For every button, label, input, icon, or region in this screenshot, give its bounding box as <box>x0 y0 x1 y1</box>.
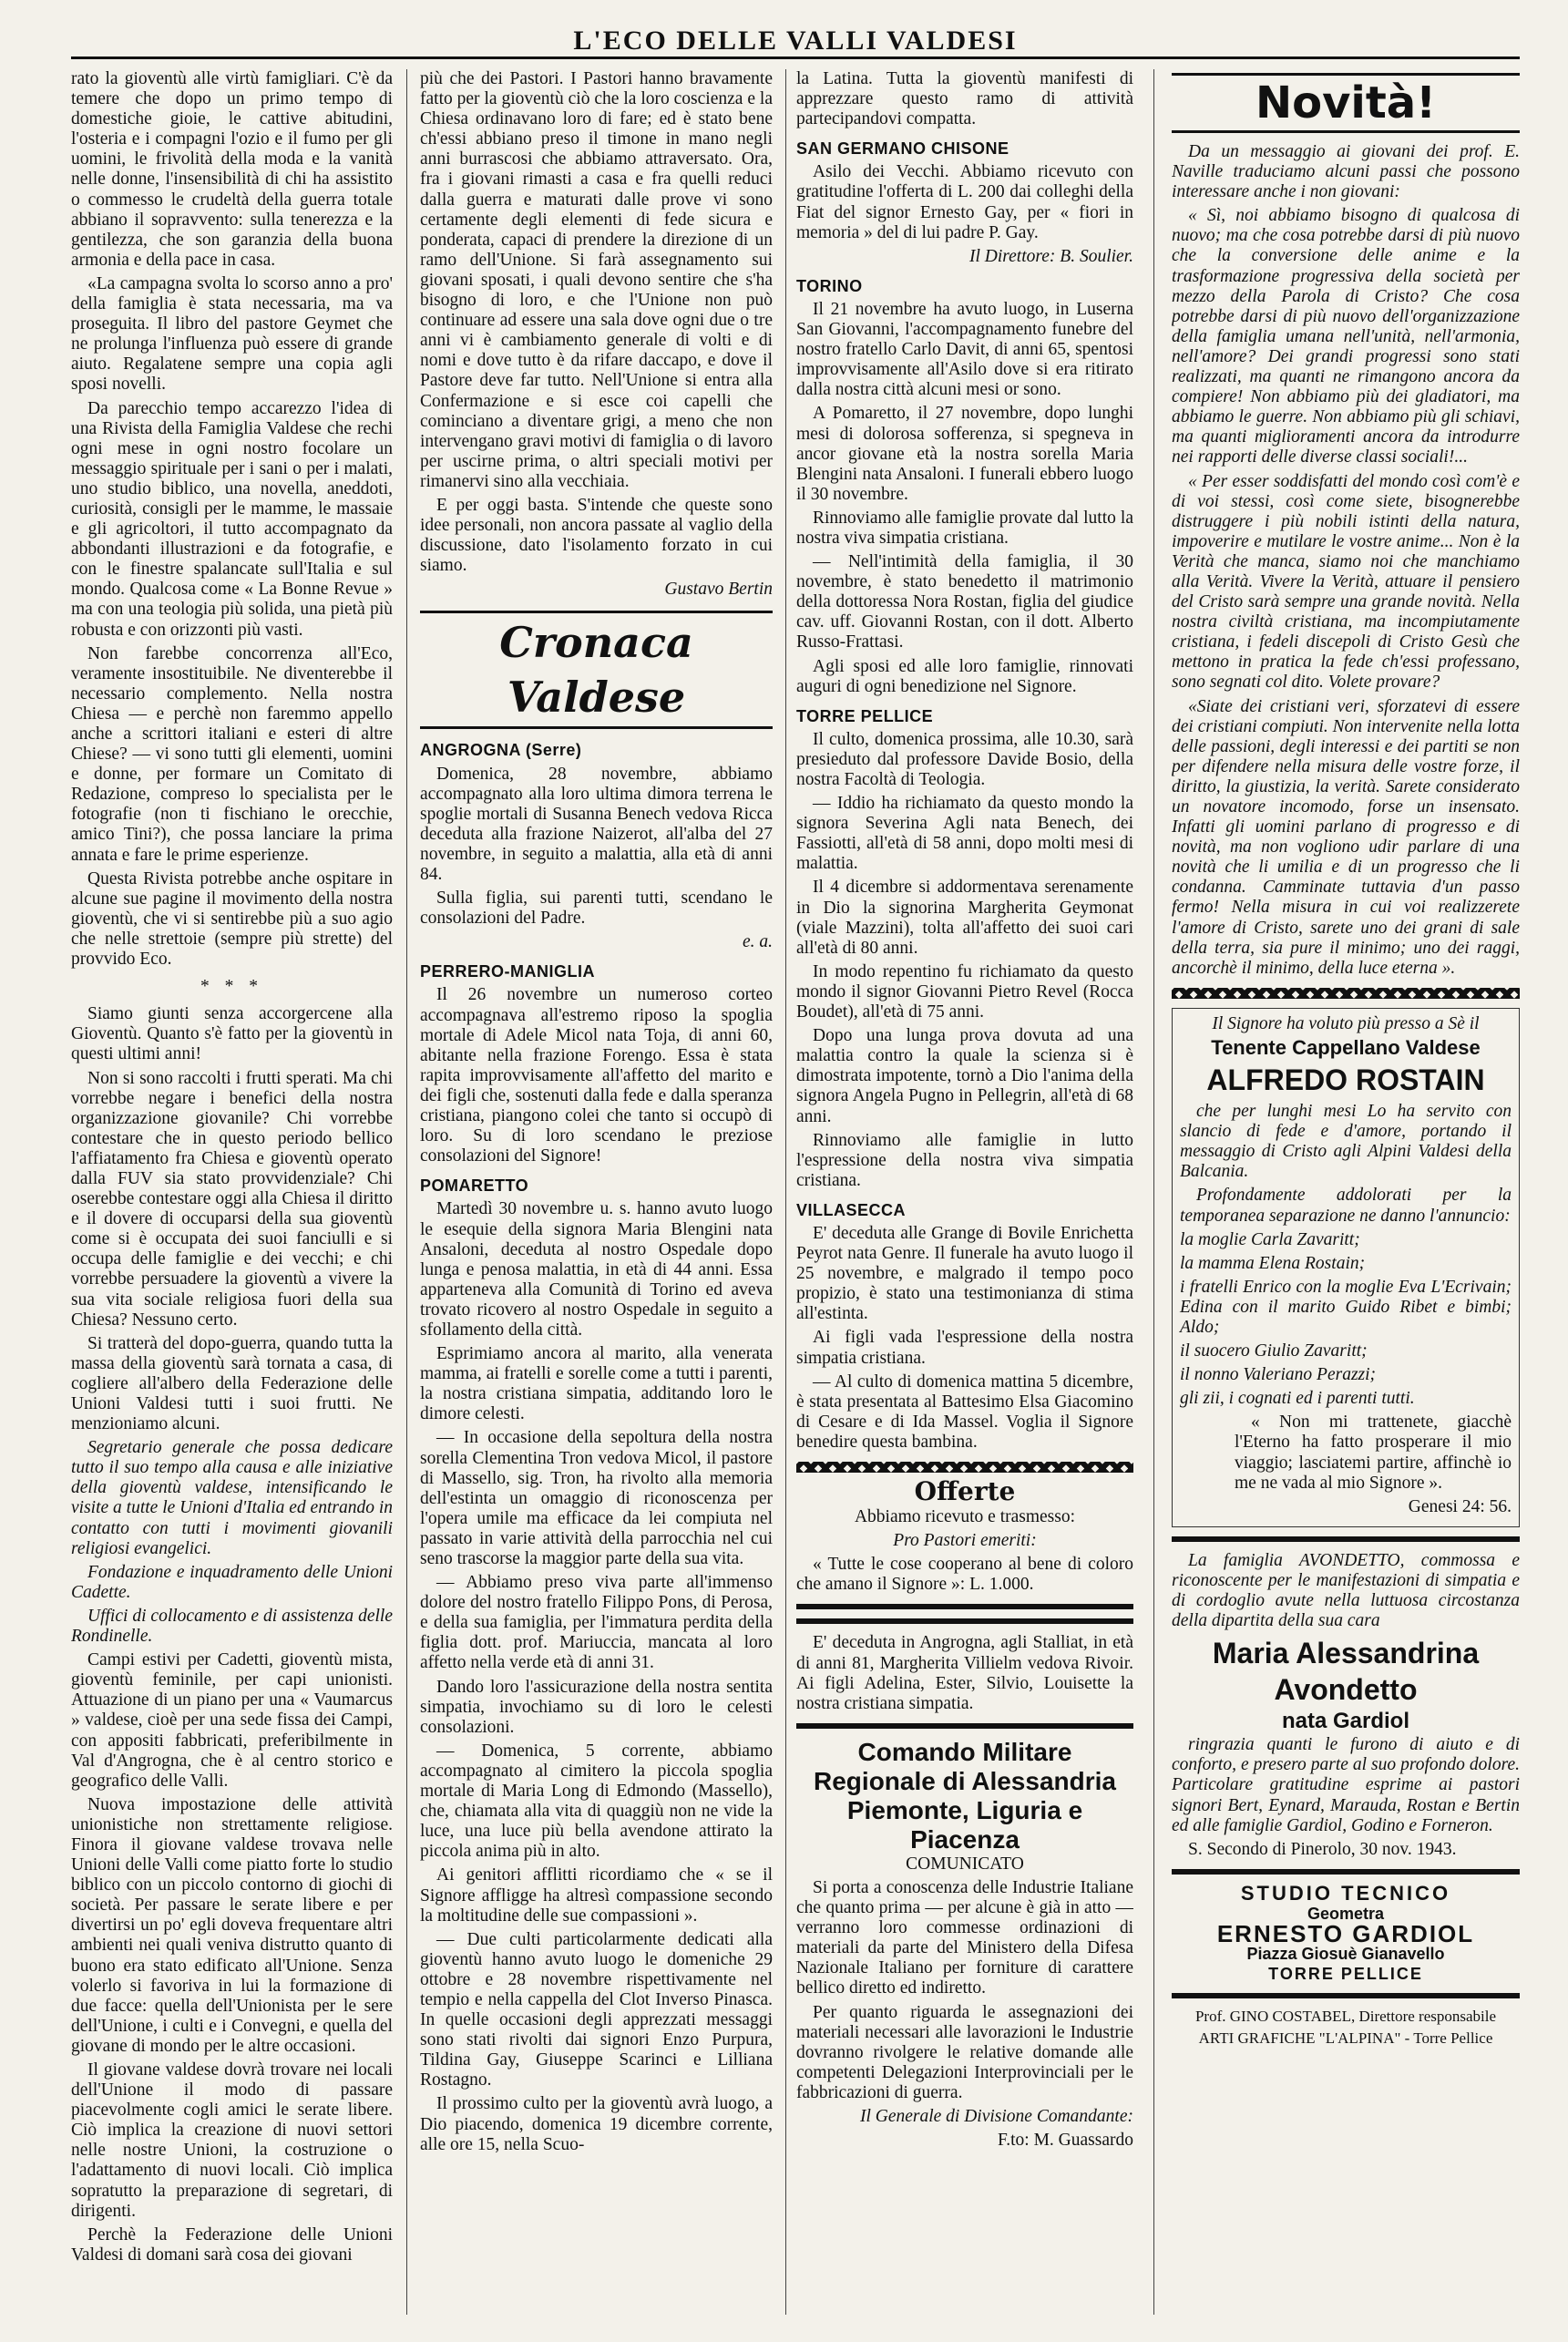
section-heading: VILLASECCA <box>796 1200 907 1219</box>
section-heading: TORRE PELLICE <box>796 706 934 725</box>
paragraph: la mamma Elena Rostain; <box>1180 1253 1366 1273</box>
paragraph: In modo repentino fu richiamato da questo mondo il signor Giovanni Pietro Revel (Rocca Boudet), all'età di 75 anni. <box>796 961 1133 1022</box>
column-2 <box>420 69 773 2313</box>
section-heading: SAN GERMANO CHISONE <box>796 139 1009 159</box>
notice-heading: Comando Militare Regionale di Alessandria Piemonte, Liguria e Piacenza <box>814 1737 1116 1854</box>
column-4 <box>1172 69 1520 2313</box>
paragraph: il nonno Valeriano Perazzi; <box>1180 1365 1377 1385</box>
column-3 <box>796 69 1133 2313</box>
section-banner: Cronaca Valdese <box>420 611 773 729</box>
paragraph: Sulla figlia, sui parenti tutti, scendano le consolazioni del Padre. <box>420 889 773 929</box>
paragraph: Il 26 novembre un numeroso corteo accompagnava all'estremo riposo la spoglia mortale di Adele Micol nata Toja, di anni 60, abitante nella frazione Forengo. Essa è stata rapita improvvisamente all'affetto del marito e dei figli che, sostenuti dalla fede e dalla speranza cristiana, piangono colei che tanto si occupò di loro. Su di loro scendano le preziose consolazioni del Signore! <box>420 985 773 1166</box>
paragraph: — Iddio ha richiamato da questo mondo la signora Severina Agli nata Benech, dei Fassiotti, all'età di 58 anni, dopo molti mesi di malattia. <box>796 794 1133 874</box>
decorative-border <box>796 1462 1133 1473</box>
director-line: Prof. GINO COSTABEL, Direttore responsabile <box>1194 2008 1497 2026</box>
paragraph: « Tutte le cose cooperano al bene di coloro che amano il Signore »: L. 1.000. <box>796 1555 1133 1595</box>
section-heading-offerte: Offerte <box>914 1476 1016 1506</box>
paragraph: Siamo giunti senza accorgercene alla Gioventù. Quanto s'è fatto per la gioventù in questi ultimi anni! <box>71 1004 393 1064</box>
obituary-name: ALFREDO ROSTAIN <box>1206 1063 1485 1097</box>
paragraph: Rinnoviamo alle famiglie provate dal lutto la nostra viva simpatia cristiana. <box>796 508 1133 548</box>
paragraph: Non si sono raccolti i frutti sperati. Ma chi vorrebbe negare i benefici della nostra organizzazione giovanile? Chi vorrebbe contestare che in questo periodo bellico l'affiatamento fra Chiesa e gioventù operato dalla FUV sia stato provvidenziale? Chi oserebbe contestare oggi alla Chiesa il diritto e il dovere di occuparsi della sua gioventù come si è occupata dei suoi fanciulli e si occupa delle famiglie e dei vecchi; e chi vorrebbe persuadere la gioventù a vivere la sua vita sociale religiosa fuori della sua Chiesa? Nessuno certo. <box>71 1068 393 1330</box>
ad-line: Piazza Giosuè Gianavello <box>1246 1945 1445 1964</box>
paragraph: « Per esser soddisfatti del mondo così com'è e di voi stessi, così come siete, bisognerebbe distruggere i più nobili istinti della natura, impoverire e mutilare le vostre anime... Non è la Verità che manca, siamo noi che manchiamo alla Verità. Vivere la Verità, attuare il pensiero del Cristo sarà sempre una grande novità. Nella nostra civiltà cristiana, ma incompiutamente cristiana, i fedeli discepoli di Cristo Gesù che mettono in pratica la fede ch'essi professano, sono segnati col dito. Volete provare? <box>1172 471 1520 693</box>
paragraph: — Nell'intimità della famiglia, il 30 novembre, è stato benedetto il matrimonio della dottoressa Nora Rostan, figlia del giudice cav. uff. Giovanni Rostan, con il dott. Alberto Russo-Frattasi. <box>796 552 1133 652</box>
paragraph: La famiglia AVONDETTO, commossa e riconoscente per le manifestazioni di simpatia e di cordoglio avute nella luttuosa circostanza della dipartita della sua cara <box>1172 1550 1520 1631</box>
paragraph: Pro Pastori emeriti: <box>893 1531 1037 1551</box>
paragraph: Nuova impostazione delle attività unionistiche non strettamente religiose. Finora il giovane valdese trovava nelle Unioni delle Valli come piatto forte lo studio biblico con un piccolo contorno di giochi di società. Per passare le serate libere e per divertirsi un po' egli doveva frequentare altri ambienti nei quali veniva distrutto quanto di buono era stato edificato all'Unione. Senza volerlo si favoriva in lui la formazione di due facce: quella dell'Unionista per le sere dell'Unione, i culti e i Convegni, e quella del giovane di mondo per le altre occasioni. <box>71 1794 393 2056</box>
column-rule <box>406 69 407 2315</box>
signature: Gustavo Bertin <box>664 580 773 600</box>
paragraph: la Latina. Tutta la gioventù manifesti di apprezzare questo ramo di attività partecipandovi compatta. <box>796 69 1133 129</box>
obituary-name: Maria Alessandrina Avondetto <box>1212 1637 1480 1707</box>
signature: F.to: M. Guassardo <box>997 2131 1133 2151</box>
quote-reference: Genesi 24: 56. <box>1408 1496 1512 1516</box>
paragraph: Asilo dei Vecchi. Abbiamo ricevuto con gratitudine l'offerta di L. 200 dai colleghi della Fiat del signor Ernesto Gay, per « fiori in memoria » del di lui padre P. Gay. <box>796 162 1133 242</box>
paragraph: Ai figli vada l'espressione della nostra simpatia cristiana. <box>796 1328 1133 1368</box>
paragraph: — Abbiamo preso viva parte all'immenso dolore del nostro fratello Filippo Pons, di Perosa, e della sua famiglia, per l'immatura perdita della figlia dott. prof. Mariuccia, mancata al loro affetto nella verde età di anni 31. <box>420 1573 773 1673</box>
paragraph: E per oggi basta. S'intende che queste sono idee personali, non ancora passate al vaglio della discussione, dato l'isolamento forzato in cui siamo. <box>420 495 773 576</box>
paragraph: la moglie Carla Zavaritt; <box>1180 1229 1360 1249</box>
signature: Il Direttore: B. Soulier. <box>969 246 1133 266</box>
signature: e. a. <box>742 932 773 952</box>
paragraph: A Pomaretto, il 27 novembre, dopo lunghi mesi di dolorosa sofferenza, si spegneva in ancor giovane età la nostra sorella Maria Blengini nata Ansaloni. I funerali ebbero luogo il 30 novembre. <box>796 404 1133 504</box>
paragraph: Rinnoviamo alle famiglie in lutto l'espressione della nostra viva simpatia cristiana. <box>796 1130 1133 1190</box>
paragraph: — In occasione della sepoltura della nostra sorella Clementina Tron vedova Micol, il pastore di Massello, sig. Tron, ha rivolto alla memoria dell'estinta un omaggio di riconoscenza per l'opera umile ma efficace da lei compiuta nel passato in varie attività della parrocchia nel cui seno trascorse la maggior parte della sua vita. <box>420 1428 773 1568</box>
divider <box>796 1604 1133 1609</box>
paragraph: — Due culti particolarmente dedicati alla gioventù hanno avuto luogo le domeniche 29 ottobre e 28 novembre rispettivamente nel tempio e nella cappella del Clot Inverso Pinasca. In quelle occasioni degli apprezzati messaggi sono stati rivolti dai signori Enzo Purpura, Tildina Gay, Giuseppe Scarinci e Lilliana Rostagno. <box>420 1929 773 2090</box>
paragraph: Il Signore ha voluto più presso a Sè il <box>1212 1013 1480 1033</box>
section-heading: ANGROGNA (Serre) <box>420 741 582 760</box>
divider <box>1172 1536 1520 1542</box>
column-rule <box>785 69 786 2315</box>
paragraph: Campi estivi per Cadetti, gioventù mista, gioventù feminile, per capi unionisti. Attuazione di un piano per una « Vaumarcus » valdese, cioè per una sede fissa dei Campi, con appositi fabbricati, preferibilmente in Val d'Angrogna, che è al centro storico e geografico delle Valli. <box>71 1650 393 1791</box>
paragraph: — Al culto di domenica mattina 5 dicembre, è stata presentata al Battesimo Elsa Giacomino di Cesare e di Ida Massel. Voglia il Signore benedire questa bambina. <box>796 1371 1133 1452</box>
paragraph: Martedì 30 novembre u. s. hanno avuto luogo le esequie della signora Maria Blengini nata Ansaloni, deceduta al nostro Ospedale dopo lunga e penosa malattia, in età di 44 anni. Essa apparteneva alla Comunità di Torino ed aveva trovato ricovero al nostro Ospedale in seguito a sfollamento della città. <box>420 1199 773 1340</box>
divider <box>1172 1869 1520 1875</box>
decorative-border <box>1172 988 1520 999</box>
paragraph: Il 4 dicembre si addormentava serenamente in Dio la signorina Margherita Geymonat (viale Mazzini), tolta all'affetto dei suoi cari all'età di 80 anni. <box>796 878 1133 958</box>
paragraph: «La campagna svolta lo scorso anno a pro' della famiglia è stata necessaria, ma va proseguita. Il libro del pastore Geymet che ne prolunga l'influenza può essere di grande aiuto. Regalatene sempre una copia agli sposi novelli. <box>71 273 393 395</box>
paragraph: — Domenica, 5 corrente, abbiamo accompagnato al cimitero la piccola spoglia mortale di Maria Long di Edmondo (Massello), che, chiamata alla vita di quaggiù non ne vide la luce, una luce più bella avendone attirato la piccola anima più in alto. <box>420 1741 773 1862</box>
paragraph: Si porta a conoscenza delle Industrie Italiane che quanto prima — per alcune è già in atto — verranno loro commesse ordinazioni di materiali da parte del Ministero della Difesa Nazionale Italiano per forniture di carattere bellico diretto ed indiretto. <box>796 1877 1133 1998</box>
paragraph: rato la gioventù alle virtù famigliari. C'è da temere che dopo un primo tempo di domestiche gioie, le cattive abitudini, l'osteria e i compagni l'ozio e il fumo per gli uomini, le frivolità della moda e la vanità nelle donne, l'insensibilità di chi ha assistito o commesso le crudeltà della guerra totale abbiano il sopravvento: sulla tenerezza e la gentilezza, che son garanzia della buona armonia e della pace in casa. <box>71 69 393 270</box>
section-banner-novita: Novità! <box>1172 73 1520 133</box>
paragraph: Perchè la Federazione delle Unioni Valdesi di domani sarà cosa dei giovani <box>71 2224 393 2265</box>
column-rule <box>1153 69 1154 2315</box>
paragraph: Esprimiamo ancora al marito, alla venerata mamma, ai fratelli e sorelle come a tutti i parenti, la nostra cristiana simpatia, additando loro le dimore celesti. <box>420 1344 773 1424</box>
paragraph: E' deceduta in Angrogna, agli Stalliat, in età di anni 81, Margherita Villielm vedova Rivoir. Ai figli Adelina, Ester, Silvio, Louisette la nostra cristiana simpatia. <box>796 1633 1133 1713</box>
paragraph: Abbiamo ricevuto e trasmesso: <box>854 1507 1076 1527</box>
paragraph: « Sì, noi abbiamo bisogno di qualcosa di nuovo; ma che cosa potrebbe darsi di più nuovo che la conversione delle anime e la trasformazione progressiva della società per mezzo della Parola di Cristo? Che cosa potrebbe darsi di più nuovo dell'organizzazione della famiglia umana nell'unità, nell'armonia, nell'amore? Dei grandi progressi sono stati realizzati, ma quanti ne rimangono ancora da compiere! Non abbiamo più dei gladiatori, ma abbiamo le guerre. Non abbiamo più gli schiavi, ma quanti miglioramenti ancora da introdurre nei rapporti delle diverse classi sociali!... <box>1172 206 1520 467</box>
paragraph: Profondamente addolorati per la temporanea separazione ne danno l'annuncio: <box>1180 1186 1512 1226</box>
separator-stars: * * * <box>200 977 263 997</box>
section-heading: TORINO <box>796 276 863 295</box>
ad-line: ERNESTO GARDIOL <box>1216 1920 1475 1948</box>
paragraph: Si tratterà del dopo-guerra, quando tutta la massa della gioventù sarà tornata a casa, di cogliere all'albero della Federazione delle Unioni Valdesi tutti i suoi frutti. Ne menzioniamo alcuni. <box>71 1333 393 1434</box>
paragraph: Domenica, 28 novembre, abbiamo accompagnato alla loro ultima dimora terrena le spoglie mortali di Susanna Benech vedova Ricca deceduta alla frazione Naizerot, all'alba del 27 novembre, in seguito a malattia, alla età di anni 84. <box>420 764 773 884</box>
signature: Il Generale di Divisione Comandante: <box>859 2106 1133 2126</box>
ad-line: STUDIO TECNICO <box>1240 1881 1451 1905</box>
notice-subheading: COMUNICATO <box>906 1854 1024 1874</box>
divider <box>1172 1993 1520 1998</box>
paragraph: Agli sposi ed alle loro famiglie, rinnovati auguri di ogni benedizione nel Signore. <box>796 656 1133 696</box>
masthead <box>71 20 1520 59</box>
obituary-rostain <box>1172 1008 1520 1527</box>
paragraph: che per lunghi mesi Lo ha servito con slancio di fede e d'amore, portando il messaggio di Cristo agli Alpini Valdesi della Balcania. <box>1180 1102 1512 1182</box>
quote: « Non mi trattenete, giacchè l'Eterno ha fatto prosperare il mio viaggio; lasciatemi partire, affinchè io me ne vada al mio Signore ». <box>1235 1412 1512 1493</box>
section-heading: POMARETTO <box>420 1176 529 1196</box>
paragraph: Segretario generale che possa dedicare tutto il suo tempo alla causa e alle iniziative della gioventù valdese, intensificando le visite a tutte le Unioni d'Italia ed entrando in contatto con tutti i movimenti giovanili religiosi evangelici. <box>71 1438 393 1558</box>
section-heading: PERRERO-MANIGLIA <box>420 962 595 981</box>
paragraph: il suocero Giulio Zavaritt; <box>1180 1341 1368 1361</box>
paragraph: Per quanto riguarda le assegnazioni dei materiali necessari alle lavorazioni le Industrie dovranno rivolgere le relative domande alle competenti Delegazioni Interprovinciali per le fabbricazioni di guerra. <box>796 2002 1133 2102</box>
paragraph: Da un messaggio ai giovani dei prof. E. Naville traduciamo alcuni passi che possono interessare anche i non giovani: <box>1172 142 1520 202</box>
paragraph: Il 21 novembre ha avuto luogo, in Luserna San Giovanni, l'accompagnamento funebre del nostro fratello Carlo Davit, di anni 65, spentosi improvvisamente all'Asilo dove si era ritirato dalla nostra città alcuni mesi or sono. <box>796 299 1133 400</box>
obituary-rank: Tenente Cappellano Valdese <box>1211 1035 1481 1059</box>
ad-line: TORRE PELLICE <box>1268 1965 1423 1984</box>
paragraph: Non farebbe concorrenza all'Eco, veramente insostituibile. Ne diventerebbe il necessario complemento. Nella nostra Chiesa — e perchè non faremmo appello anche a scrittori italiani e esteri di altre Chiese? — vi sono tutti gli elementi, uomini e donne, per formare un Comitato di Redazione, compreso lo specialista per le fotografie (non ti fischiano le orecchie, amico Tini?), che possa lanciare la prima annata e fare le prime esperienze. <box>71 643 393 865</box>
paragraph: Uffici di collocamento e di assistenza delle Rondinelle. <box>71 1606 393 1647</box>
ad-line: Geometra <box>1307 1904 1385 1923</box>
paragraph: Il giovane valdese dovrà trovare nei locali dell'Unione il modo di passare piacevolmente cogli amici le serate libere. Ciò implica la creazione di nuovi settori nelle nostre Unioni, la costruzione o l'adattamento di nuovi locali. Ciò implica sopratutto la preparazione di segretari, di dirigenti. <box>71 2060 393 2221</box>
paragraph: S. Secondo di Pinerolo, 30 nov. 1943. <box>1188 1839 1457 1859</box>
paragraph: «Siate dei cristiani veri, sforzatevi di essere dei cristiani compiuti. Non intervenite nella lotta delle passioni, degli interessi e dei partiti se non per difendere nella misura delle vostre forze, il diritto, la giustizia, la verità. Sarete considerato un novatore incomodo, forse un insensato. Infatti gli uomini parlano di progresso e di novità, ma non vogliono udir parlare di una novità che li umilia e di un progresso che li condanna. Camminate tuttavia d'un passo fermo! Nella misura in cui voi realizzerete l'amore di Cristo, sarete uno dei grani di sale della terra, sia pure il minimo; uno dei raggi, ancorchè il minimo, della luce eterna ». <box>1172 696 1520 978</box>
paragraph: Fondazione e inquadramento delle Unioni Cadette. <box>71 1562 393 1602</box>
masthead-title: L'ECO DELLE VALLI VALDESI <box>573 26 1018 56</box>
paragraph: Il culto, domenica prossima, alle 10.30, sarà presieduto dal professore Davide Bosio, della nostra Facoltà di Teologia. <box>796 729 1133 789</box>
divider <box>796 1618 1133 1624</box>
printer-line: ARTI GRAFICHE "L'ALPINA" - Torre Pellice <box>1198 2029 1493 2048</box>
paragraph: Questa Rivista potrebbe anche ospitare in alcune sue pagine il movimento della nostra gioventù, che vi si sentirebbe più a suo agio che nelle strettoie (sempre più strette) del provvido Eco. <box>71 868 393 970</box>
divider <box>796 1723 1133 1729</box>
paragraph: i fratelli Enrico con la moglie Eva L'Ecrivain; Edina con il marito Guido Ribet e bimbi; Aldo; <box>1180 1277 1512 1337</box>
obituary-maiden-name: nata Gardiol <box>1281 1709 1410 1734</box>
paragraph: Ai genitori afflitti ricordiamo che « se il Signore affligge ha altresì compassione secondo la moltitudine delle sue compassioni ». <box>420 1865 773 1926</box>
paragraph: Il prossimo culto per la gioventù avrà luogo, a Dio piacendo, domenica 19 dicembre corrente, alle ore 15, nella Scuo- <box>420 2094 773 2154</box>
paragraph: gli zii, i cognati ed i parenti tutti. <box>1180 1389 1415 1409</box>
paragraph: Dopo una lunga prova dovuta ad una malattia contro la quale la scienza si è dimostrata impotente, tornò a Dio l'anima della signora Angela Pugno in Pellegrin, all'età di 68 anni. <box>796 1026 1133 1126</box>
paragraph: Dando loro l'assicurazione della nostra sentita simpatia, invochiamo su di loro le celesti consolazioni. <box>420 1677 773 1737</box>
paragraph: più che dei Pastori. I Pastori hanno bravamente fatto per la gioventù ciò che la loro coscienza e la Chiesa ordinavano loro di fare; ed è stato bene ch'essi abbiano preso il timone in mano negli anni burrascosi che abbiamo attraversato. Ora, fra i giovani rimasti a casa e fra quelli reduci dalla guerra e maturati dalle prove vi sono certamente degli elementi di fede sicura e ponderata, capaci di prendere la direzione di un ramo dell'Unione. Si farà assegnamento sui giovani sposati, i quali devono sentire che s'ha bisogno di loro, e che l'Unione non può continuare ad essere una sala dove ogni due o tre anni vi è cambiamento generale di volti e di nomi e dove tutto è da rifare daccapo, e dove il Pastore deve far tutto. Nell'Unione si entra alla Confermazione e si esce coi capelli che cominciano a diventare grigi, a meno che non intervengano gravi motivi di famiglia o di lavoro per uscirne prima, o altri speciali motivi per rimanervi sino alla vecchiaia. <box>420 69 773 491</box>
paragraph: ringrazia quanti le furono di aiuto e di conforto, e presero parte al suo profondo dolore. Particolare gratitudine esprime ai pastori signori Bert, Eynard, Marauda, Rostan e Bertin ed alle famiglie Gardiol, Godino e Forneron. <box>1172 1735 1520 1835</box>
paragraph: E' deceduta alle Grange di Bovile Enrichetta Peyrot nata Genre. Il funerale ha avuto luogo il 25 novembre, e malgrado il tempo poco propizio, è stato una testimonianza di stima all'estinta. <box>796 1223 1133 1324</box>
paragraph: Da parecchio tempo accarezzo l'idea di una Rivista della Famiglia Valdese che rechi ogni mese in ogni nostro focolare un messaggio spirituale per i sani o per i malati, uno studio biblico, una novella, aneddoti, curiosità, consigli per le mamme, le massaie e gli agricoltori, il tutto accompagnato da abbondanti illustrazioni e da fotografie, e con le finestre spalancate sull'Italia e sul mondo. Qualcosa come « La Bonne Revue » ma con una teologia più solida, una pietà più robusta e con orizzonti più vasti. <box>71 398 393 640</box>
column-1 <box>71 69 393 2313</box>
